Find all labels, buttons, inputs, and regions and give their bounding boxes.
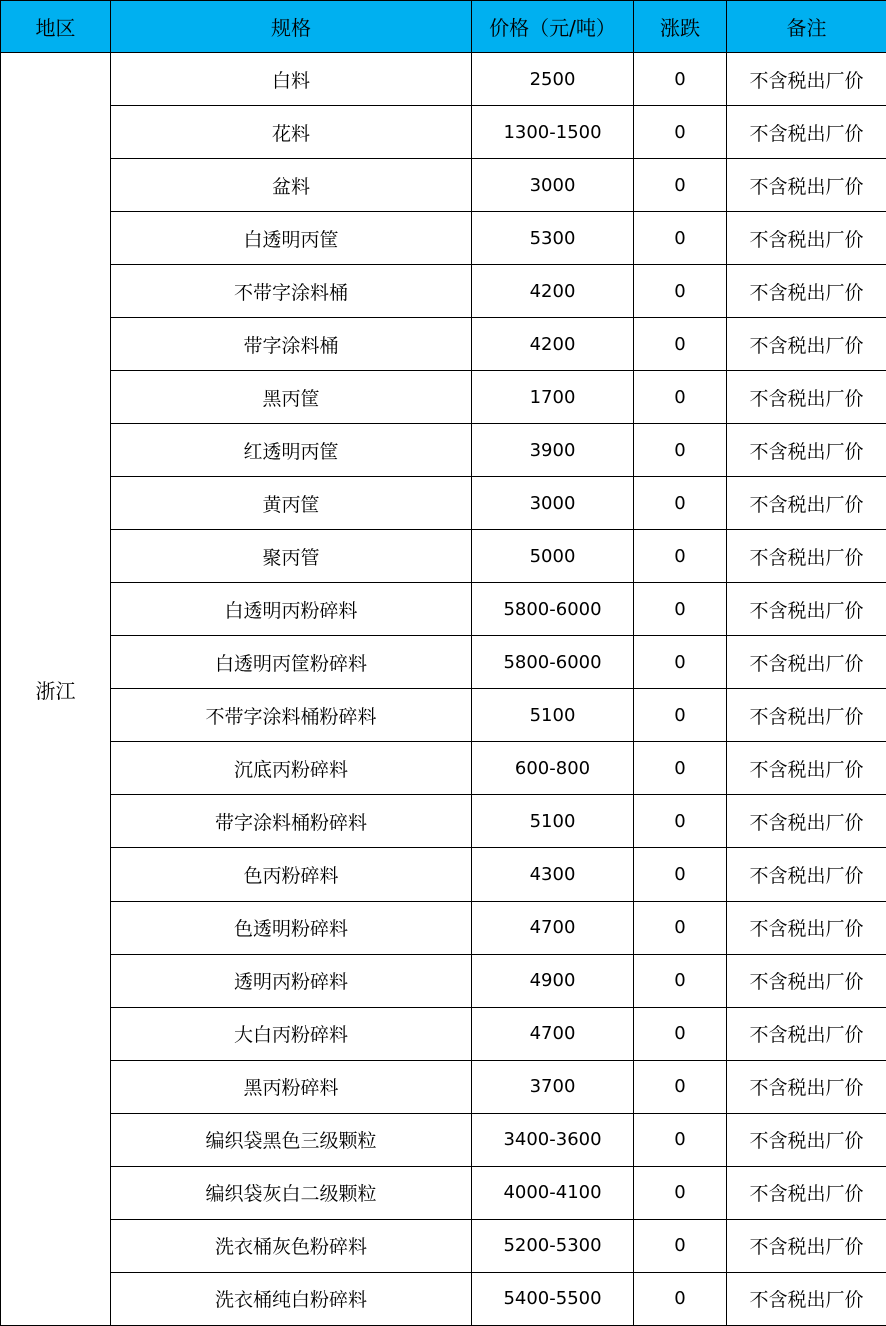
change-cell: 0 [634,53,727,106]
price-cell: 3700 [472,1060,634,1113]
price-cell: 4900 [472,954,634,1007]
header-price: 价格（元/吨） [472,1,634,53]
spec-cell: 色丙粉碎料 [111,848,472,901]
table-row [1,901,886,954]
change-cell: 0 [634,106,727,159]
change-cell: 0 [634,265,727,318]
table-row [1,53,886,106]
price-cell: 5800-6000 [472,583,634,636]
change-cell: 0 [634,795,727,848]
header-note: 备注 [727,1,886,53]
change-cell: 0 [634,212,727,265]
spec-cell: 不带字涂料桶粉碎料 [111,689,472,742]
note-cell: 不含税出厂价 [727,742,886,795]
price-cell: 1300-1500 [472,106,634,159]
price-cell: 5100 [472,689,634,742]
table-row [1,1272,886,1325]
note-cell: 不含税出厂价 [727,265,886,318]
note-cell: 不含税出厂价 [727,1219,886,1272]
note-cell: 不含税出厂价 [727,954,886,1007]
price-cell: 4000-4100 [472,1166,634,1219]
note-cell: 不含税出厂价 [727,318,886,371]
price-cell: 3900 [472,424,634,477]
table-row [1,795,886,848]
note-cell: 不含税出厂价 [727,583,886,636]
change-cell: 0 [634,742,727,795]
price-cell: 4200 [472,318,634,371]
note-cell: 不含税出厂价 [727,689,886,742]
table-row [1,159,886,212]
spec-cell: 沉底丙粉碎料 [111,742,472,795]
price-cell: 4700 [472,901,634,954]
spec-cell: 白透明丙粉碎料 [111,583,472,636]
change-cell: 0 [634,371,727,424]
change-cell: 0 [634,1113,727,1166]
price-cell: 2500 [472,53,634,106]
table-row [1,848,886,901]
table-row [1,371,886,424]
table-row [1,742,886,795]
change-cell: 0 [634,1272,727,1325]
table-row [1,1060,886,1113]
note-cell: 不含税出厂价 [727,901,886,954]
note-cell: 不含税出厂价 [727,848,886,901]
table-body [1,53,886,1326]
price-cell: 5100 [472,795,634,848]
price-cell: 3000 [472,159,634,212]
price-cell: 5200-5300 [472,1219,634,1272]
change-cell: 0 [634,530,727,583]
note-cell: 不含税出厂价 [727,424,886,477]
header-spec: 规格 [111,1,472,53]
change-cell: 0 [634,954,727,1007]
spec-cell: 黑丙筐 [111,371,472,424]
note-cell: 不含税出厂价 [727,1060,886,1113]
spec-cell: 黑丙粉碎料 [111,1060,472,1113]
table-row [1,1166,886,1219]
price-cell: 600-800 [472,742,634,795]
table-row [1,636,886,689]
table-header [1,1,886,53]
table-row [1,1219,886,1272]
change-cell: 0 [634,424,727,477]
table-row [1,954,886,1007]
note-cell: 不含税出厂价 [727,1272,886,1325]
price-cell: 5300 [472,212,634,265]
change-cell: 0 [634,1007,727,1060]
change-cell: 0 [634,689,727,742]
spec-cell: 黄丙筐 [111,477,472,530]
table-row [1,212,886,265]
price-cell: 5400-5500 [472,1272,634,1325]
note-cell: 不含税出厂价 [727,53,886,106]
table-row [1,530,886,583]
price-cell: 4300 [472,848,634,901]
spec-cell: 色透明粉碎料 [111,901,472,954]
spec-cell: 带字涂料桶 [111,318,472,371]
note-cell: 不含税出厂价 [727,1166,886,1219]
spec-cell: 洗衣桶灰色粉碎料 [111,1219,472,1272]
price-cell: 3000 [472,477,634,530]
price-cell: 3400-3600 [472,1113,634,1166]
note-cell: 不含税出厂价 [727,1113,886,1166]
note-cell: 不含税出厂价 [727,1007,886,1060]
table-row [1,318,886,371]
change-cell: 0 [634,848,727,901]
spec-cell: 大白丙粉碎料 [111,1007,472,1060]
change-cell: 0 [634,477,727,530]
spec-cell: 白透明丙筐 [111,212,472,265]
note-cell: 不含税出厂价 [727,795,886,848]
table-row [1,1113,886,1166]
change-cell: 0 [634,1166,727,1219]
note-cell: 不含税出厂价 [727,477,886,530]
price-cell: 4200 [472,265,634,318]
change-cell: 0 [634,1060,727,1113]
spec-cell: 不带字涂料桶 [111,265,472,318]
spec-cell: 花料 [111,106,472,159]
header-region: 地区 [1,1,111,53]
table-row [1,477,886,530]
change-cell: 0 [634,901,727,954]
region-cell: 浙江 [1,53,111,1326]
spec-cell: 聚丙管 [111,530,472,583]
price-cell: 5000 [472,530,634,583]
spec-cell: 编织袋黑色三级颗粒 [111,1113,472,1166]
table-row [1,265,886,318]
spec-cell: 白料 [111,53,472,106]
note-cell: 不含税出厂价 [727,212,886,265]
note-cell: 不含税出厂价 [727,159,886,212]
note-cell: 不含税出厂价 [727,371,886,424]
spec-cell: 盆料 [111,159,472,212]
change-cell: 0 [634,318,727,371]
price-cell: 4700 [472,1007,634,1060]
spec-cell: 透明丙粉碎料 [111,954,472,1007]
price-cell: 5800-6000 [472,636,634,689]
table-row [1,106,886,159]
table-row [1,1007,886,1060]
spec-cell: 白透明丙筐粉碎料 [111,636,472,689]
table-row [1,424,886,477]
change-cell: 0 [634,583,727,636]
spec-cell: 红透明丙筐 [111,424,472,477]
price-cell: 1700 [472,371,634,424]
header-change: 涨跌 [634,1,727,53]
change-cell: 0 [634,1219,727,1272]
change-cell: 0 [634,636,727,689]
table-row [1,583,886,636]
note-cell: 不含税出厂价 [727,106,886,159]
table-row [1,689,886,742]
spec-cell: 编织袋灰白二级颗粒 [111,1166,472,1219]
header-row [1,1,886,53]
note-cell: 不含税出厂价 [727,636,886,689]
note-cell: 不含税出厂价 [727,530,886,583]
spec-cell: 带字涂料桶粉碎料 [111,795,472,848]
spec-cell: 洗衣桶纯白粉碎料 [111,1272,472,1325]
change-cell: 0 [634,159,727,212]
